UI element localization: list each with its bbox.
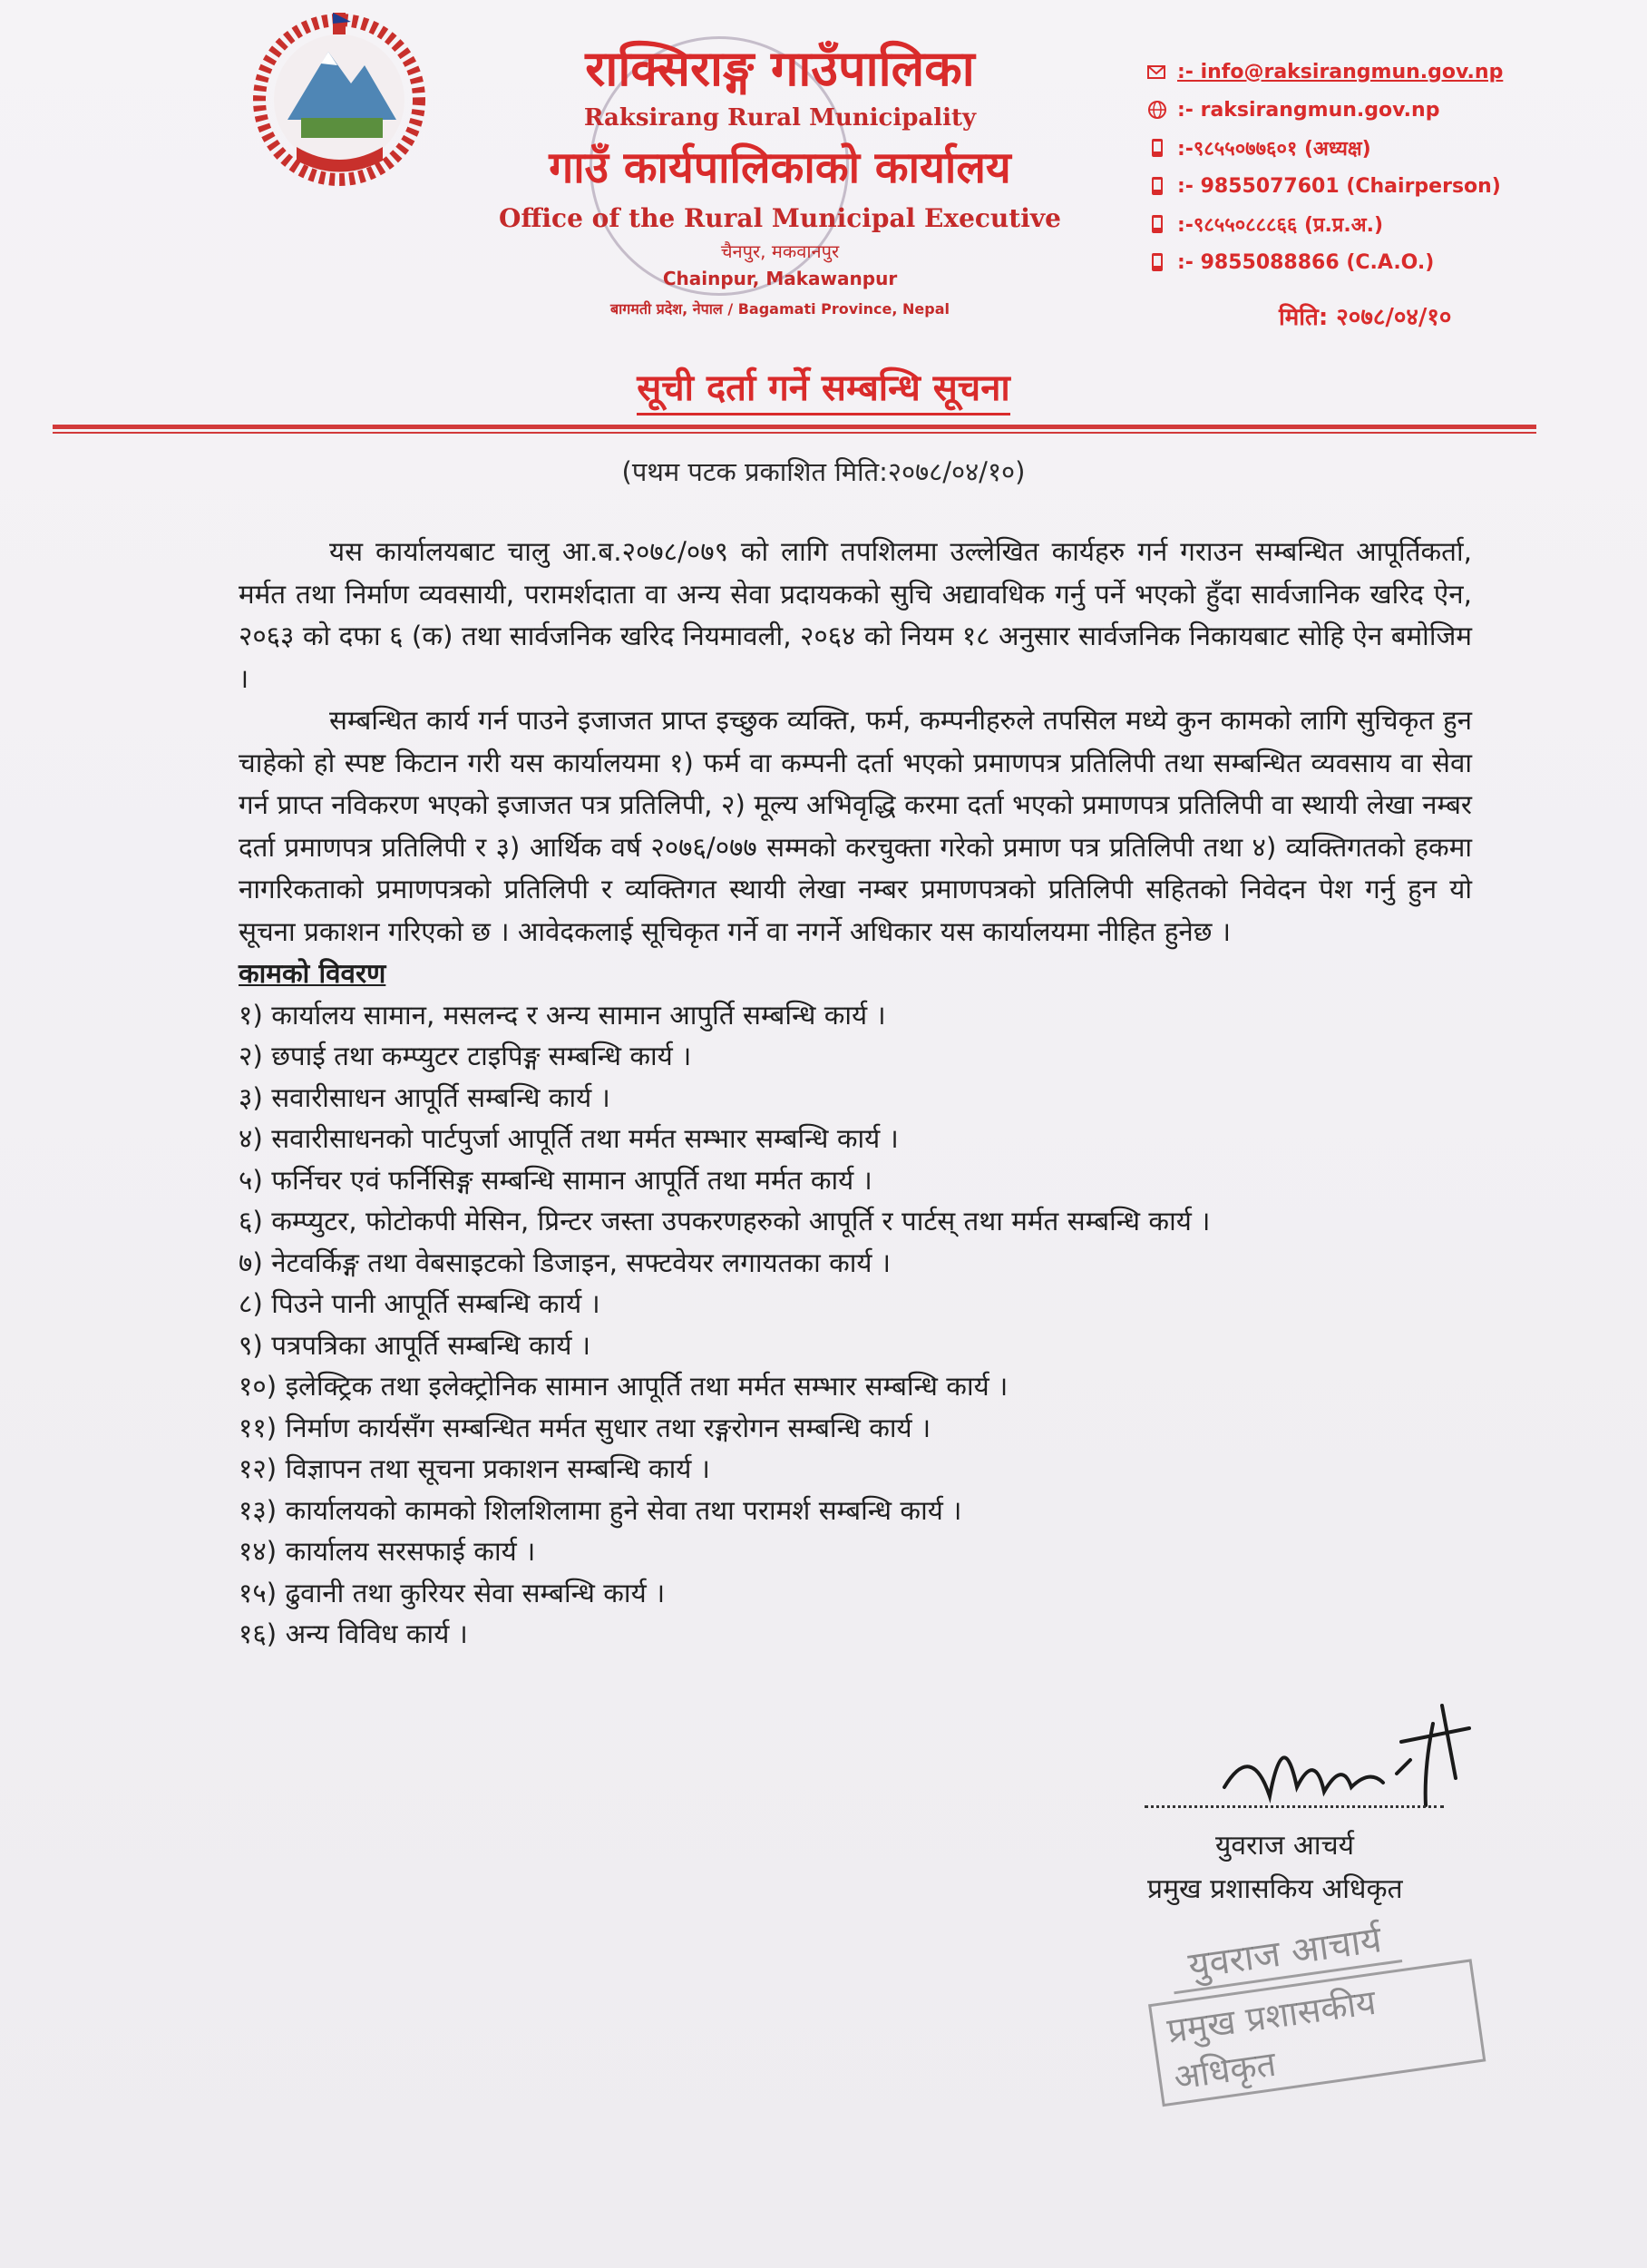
signatory-name: युवराज आचर्य [1215,1830,1355,1862]
address-en: Chainpur, Makawanpur [662,268,898,289]
phone-icon [1145,175,1170,197]
contact-phone [1145,167,1503,205]
list-item: २) छपाई तथा कम्प्युटर टाइपिङ्ग सम्बन्धि कार्य । [239,1041,692,1071]
website-link[interactable]: :- raksirangmun.gov.np [1177,98,1440,122]
phone-icon [1145,251,1170,273]
stamp-title: प्रमुख प्रशासकीय अधिकृत [1148,1959,1486,2107]
phone-chair-np: :-९८५५०७७६०१ (अध्यक्ष) [1177,138,1371,161]
notice-subject-text: सूची दर्ता गर्ने सम्बन्धि सूचना [637,367,1010,415]
list-item: १५) ढुवानी तथा कुरियर सेवा सम्बन्धि कार्य । [239,1577,666,1608]
list-item: ११) निर्माण कार्यसँग सम्बन्धित मर्मत सुधार तथा रङ्गरोगन सम्बन्धि कार्य । [239,1412,931,1443]
work-list [239,995,1472,1656]
contact-phone [1145,129,1503,167]
list-item: १) कार्यालय सामान, मसलन्द र अन्य सामान आपुर्ति सम्बन्धि कार्य । [239,999,886,1031]
list-item: ३) सवारीसाधन आपूर्ति सम्बन्धि कार्य । [239,1081,610,1113]
work-details-heading: कामको विवरण [239,958,386,989]
nepal-emblem-icon [238,11,442,188]
list-item: ४) सवारीसाधनको पार्टपुर्जा आपूर्ति तथा मर्मत सम्भार सम्बन्धि कार्य । [239,1123,899,1154]
list-item: १६) अन्य विविध कार्य । [239,1618,468,1649]
contact-phone [1145,205,1503,243]
published-date-line: (पथम पटक प्रकाशित मिति:२०७८/०४/१०) [621,456,1026,487]
handwritten-signature [1215,1687,1487,1823]
list-item: ९) पत्रपत्रिका आपूर्ति सम्बन्धि कार्य । [239,1329,591,1361]
list-item: ८) पिउने पानी आपूर्ति सम्बन्धि कार्य । [239,1288,600,1319]
paragraph-2: सम्बन्धित कार्य गर्न पाउने इजाजत प्राप्त इच्छुक व्यक्ति, फर्म, कम्पनीहरुले तपसिल मध्ये कुन कामको लागि सुचिकृत हुन चाहेको हो स्पष्ट किटान गरी यस कार्यालयमा १) फर्म वा कम्पनी दर्ता भएको प्रमाणपत्र प्रतिलिपी तथा सम्बन्धित व्यवसाय वा सेवा गर्न प्राप्त नविकरण भएको इजाजत पत्र प्रतिलिपी, २) मूल्य अभिवृद्धि करमा दर्ता भएको प्रमाणपत्र प्रतिलिपी वा स्थायी लेखा नम्बर दर्ता प्रमाणपत्र प्रतिलिपी र ३) आर्थिक वर्ष २०७६/०७७ सम्मको करचुक्ता गरेको प्रमाण पत्र प्रतिलिपी तथा ४) व्यक्तिगतको हकमा नागरिकताको प्रमाणपत्रको प्रतिलिपी र व्यक्तिगत स्थायी लेखा नम्बर प्रमाणपत्रको प्रतिलिपी सहितको निवेदन पेश गर्नु हुन यो सूचना प्रकाशन गरिएको छ । आवेदकलाई सूचिकृत गर्ने वा नगर्ने अधिकार यस कार्यालयमा नीहित हुनेछ । [239,705,1472,947]
contact-phone [1145,243,1503,281]
list-item: १३) कार्यालयको कामको शिलशिलामा हुने सेवा तथा परामर्श सम्बन्धि कार्य । [239,1494,962,1526]
phone-cao-np: :-९८५५०८८८६६ (प्र.प्र.अ.) [1177,214,1384,237]
notice-date: मिति: २०७८/०४/१० [1279,304,1452,331]
header-divider-thin [53,432,1536,434]
phone-icon [1145,137,1170,159]
list-item: ६) कम्प्युटर, फोटोकपी मेसिन, प्रिन्टर जस्ता उपकरणहरुको आपूर्ति र पार्टस् तथा मर्मत सम्बन्धि कार्य । [239,1206,1211,1237]
municipality-name-en: Raksirang Rural Municipality [583,104,977,132]
list-item: १४) कार्यालय सरसफाई कार्य । [239,1536,536,1567]
phone-cao-en: :- 9855088866 (C.A.O.) [1177,250,1435,274]
notice-subject [0,361,1647,411]
address-np: चैनपुर, मकवानपुर [720,240,840,262]
paragraph-1: यस कार्यालयबाट चालु आ.ब.२०७८/०७९ को लागि तपशिलमा उल्लेखित कार्यहरु गर्न गराउन सम्बन्धित आपूर्तिकर्ता, मर्मत तथा निर्माण व्यवसायी, परामर्शदाता वा अन्य सेवा प्रदायकको सुचि अद्यावधिक गर्नु पर्ने भएको हुँदा सार्वजानिक खरिद ऐन, २०६३ को दफा ६ (क) तथा सार्वजनिक खरिद नियमावली, २०६४ को नियम १८ अनुसार सार्वजनिक निकायबाट सोहि ऐन बमोजिम । [239,536,1472,694]
list-item: ७) नेटवर्किङ्ग तथा वेबसाइटको डिजाइन, सफ्टवेयर लगायतका कार्य । [239,1246,892,1278]
letterhead [435,36,1125,323]
phone-chair-en: :- 9855077601 (Chairperson) [1177,174,1501,198]
officer-stamp [1130,1896,1481,2098]
globe-icon [1145,99,1170,121]
office-name-en: Office of the Rural Municipal Executive [499,203,1061,233]
stamp-name: युवराज आचार्य [1167,1910,1403,1994]
header-divider [53,425,1536,429]
email-icon [1145,61,1170,83]
contact-block [1145,53,1503,281]
list-item: १०) इलेक्ट्रिक तथा इलेक्ट्रोनिक सामान आपूर्ति तथा मर्मत सम्भार सम्बन्धि कार्य । [239,1371,1009,1402]
signatory-title: प्रमुख प्रशासकिय अधिकृत [1147,1873,1403,1905]
email-link[interactable]: :- info@raksirangmun.gov.np [1177,60,1504,83]
list-item: १२) विज्ञापन तथा सूचना प्रकाशन सम्बन्धि कार्य । [239,1453,710,1484]
notice-body [239,531,1472,1656]
signature-line [1145,1805,1444,1808]
contact-email [1145,53,1503,91]
list-item: ५) फर्निचर एवं फर्निसिङ्ग सम्बन्धि सामान आपूर्ति तथा मर्मत कार्य । [239,1164,872,1196]
phone-icon [1145,213,1170,235]
municipality-name-np: राक्सिराङ्ग गाउँपालिका [585,39,975,97]
office-name-np: गाउँ कार्यपालिकाको कार्यालय [549,142,1011,193]
contact-website [1145,91,1503,129]
province-line: बागमती प्रदेश, नेपाल / Bagamati Province, Nepal [609,300,950,318]
